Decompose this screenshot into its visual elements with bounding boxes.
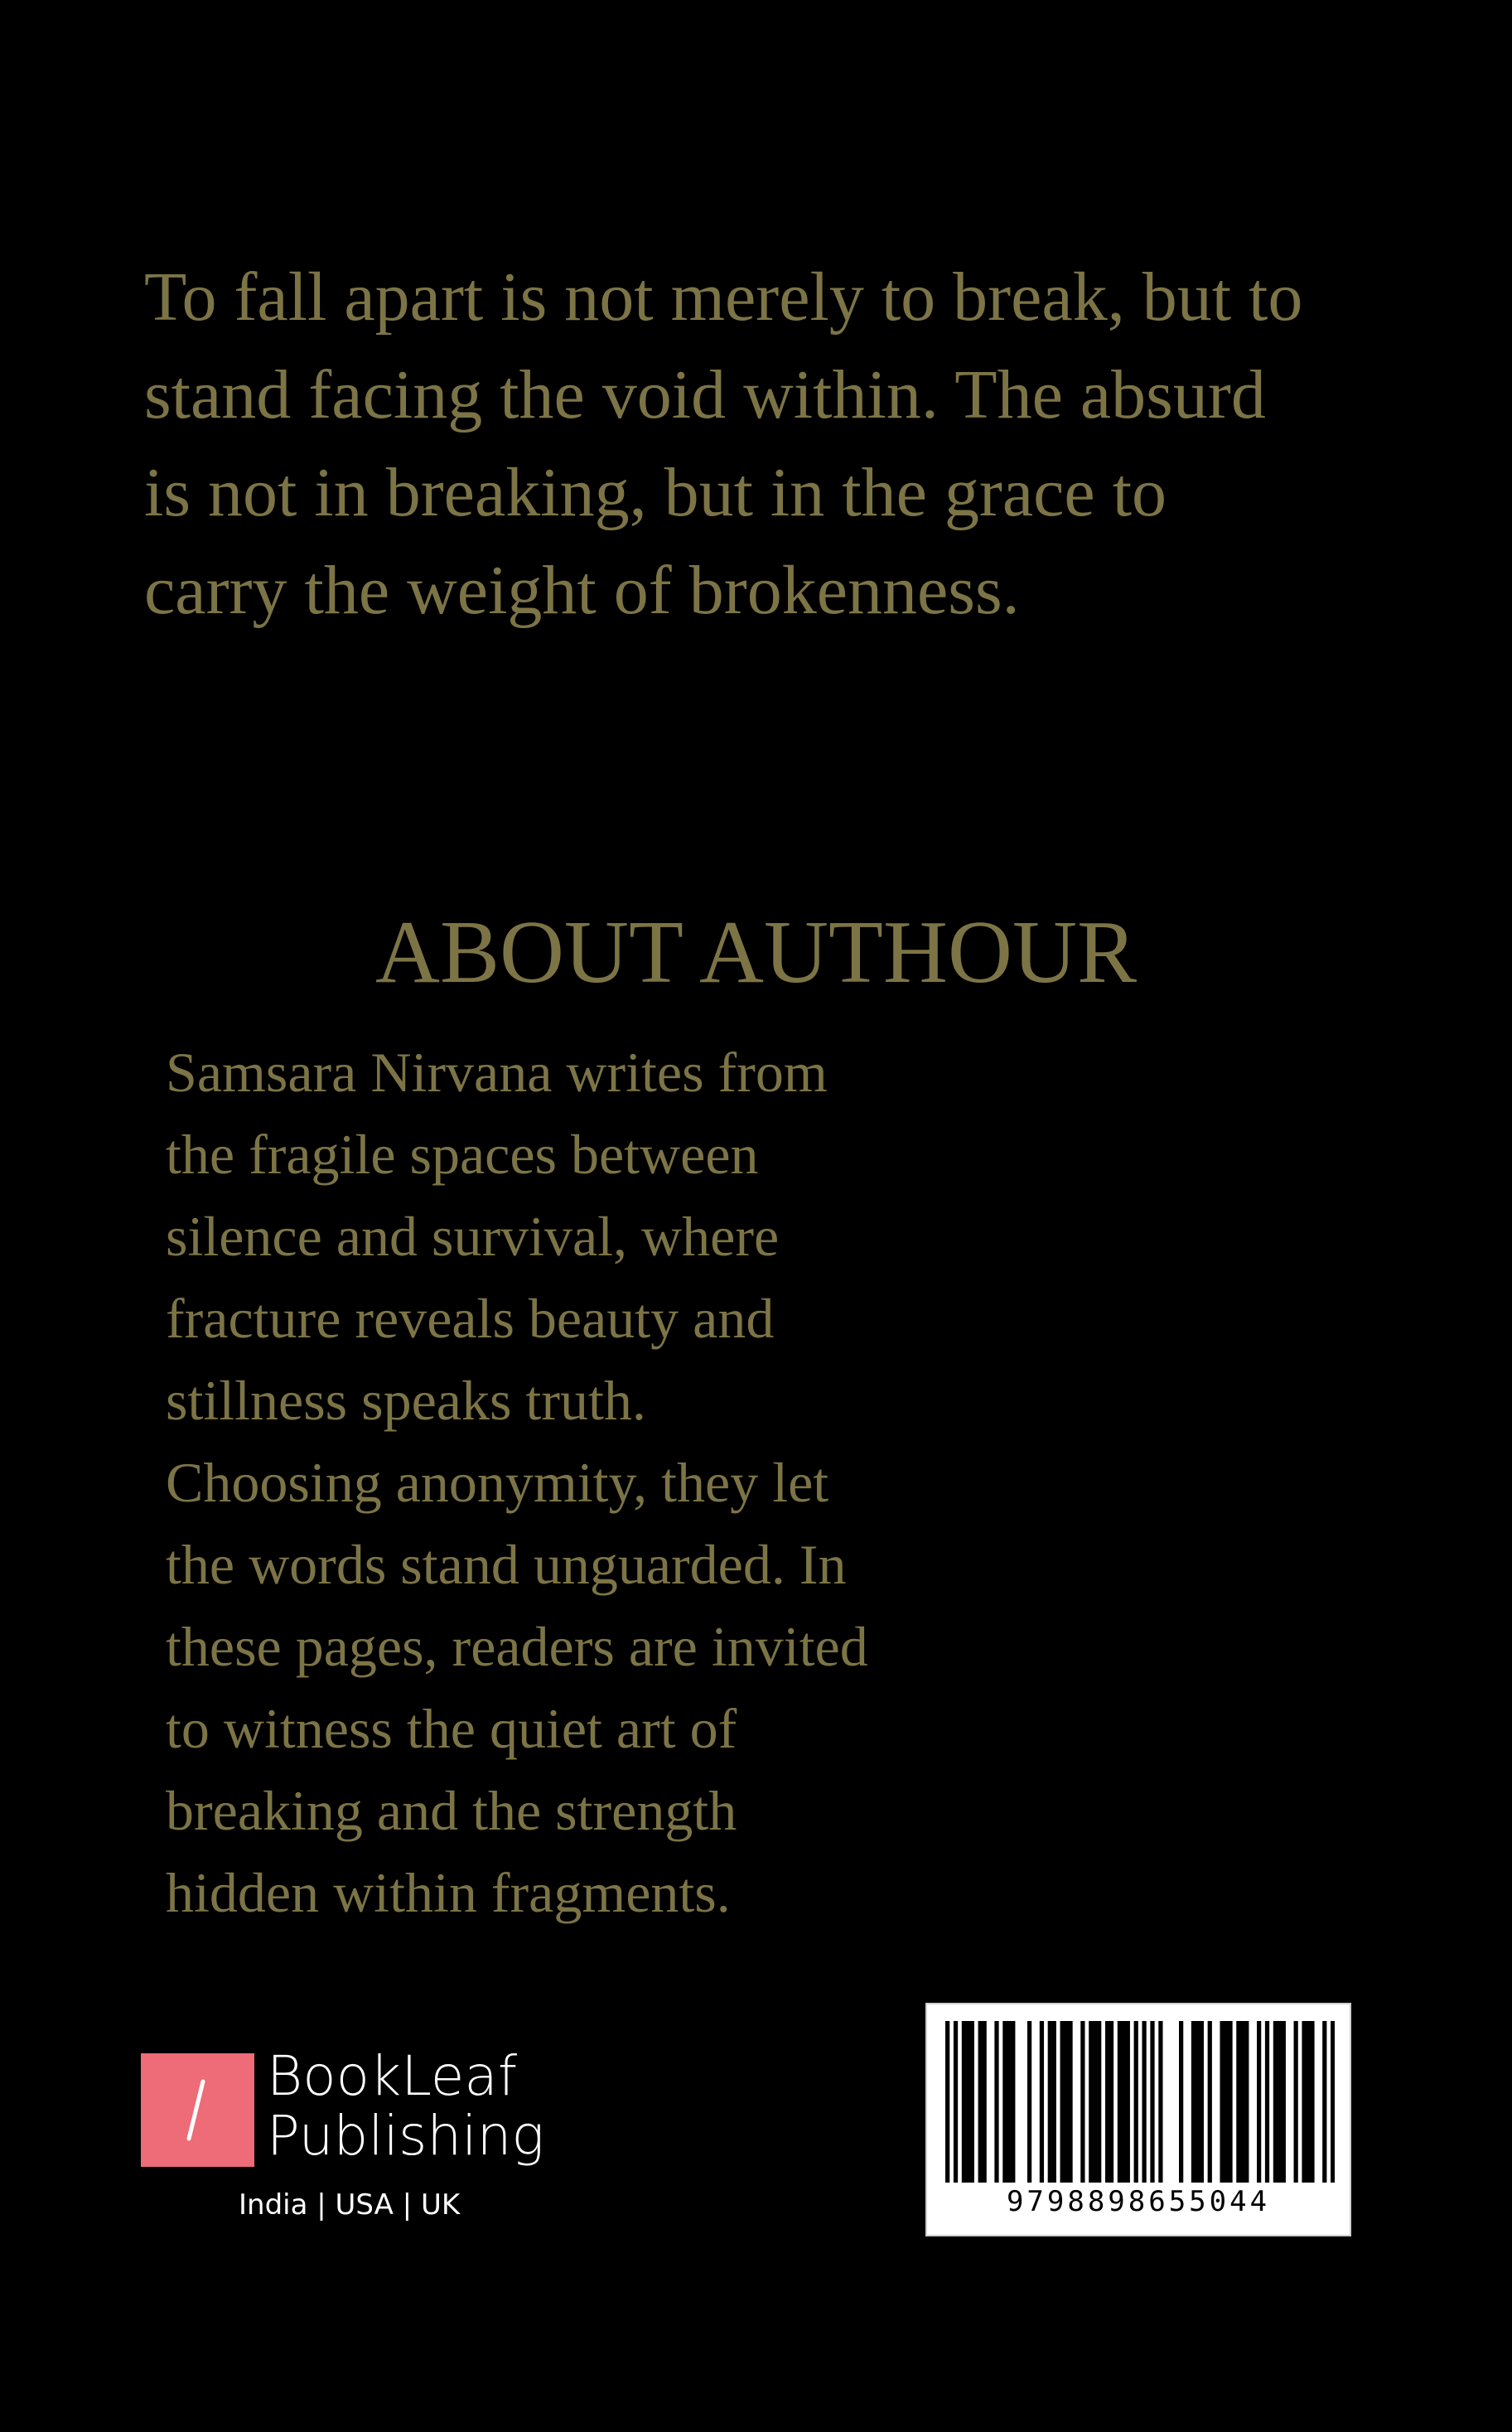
barcode-bar — [1122, 2021, 1126, 2183]
barcode-bar — [1236, 2021, 1240, 2183]
bio-line: Choosing anonymity, they let — [166, 1451, 829, 1514]
barcode-bar — [1060, 2021, 1065, 2183]
publisher-name — [267, 2044, 545, 2168]
barcode-bar — [1027, 2021, 1031, 2183]
barcode-bar — [1265, 2021, 1269, 2183]
about-author-heading: ABOUT AUTHOUR — [374, 903, 1138, 1002]
isbn-barcode — [925, 2003, 1351, 2236]
barcode-bar — [1142, 2021, 1146, 2183]
slash-icon — [141, 2053, 254, 2167]
barcode-bar — [1294, 2021, 1298, 2183]
bio-line: the words stand unguarded. In — [166, 1533, 847, 1596]
barcode-bar — [1002, 2021, 1007, 2183]
barcode-bar — [1105, 2021, 1109, 2183]
barcode-bar — [945, 2021, 949, 2183]
quote-line: To fall apart is not merely to break, but to — [144, 259, 1303, 336]
author-bio — [166, 1032, 994, 1934]
barcode-bar — [1196, 2021, 1200, 2183]
publisher-name-line2: Publishing — [267, 2104, 545, 2168]
bio-line: hidden within fragments. — [166, 1861, 731, 1924]
barcode-bar — [1126, 2021, 1130, 2183]
barcode-bar — [1228, 2021, 1232, 2183]
bio-line: stillness speaks truth. — [166, 1369, 646, 1432]
publisher-regions: India | USA | UK — [239, 2188, 461, 2222]
cover-quote — [144, 249, 1403, 640]
barcode-bar — [954, 2021, 958, 2183]
barcode-bar — [1093, 2021, 1097, 2183]
barcode-bar — [1331, 2021, 1335, 2183]
bio-line: Samsara Nirvana writes from — [166, 1041, 828, 1104]
barcode-bar — [962, 2021, 966, 2183]
barcode-bar — [1179, 2021, 1183, 2183]
barcode-bar — [1007, 2021, 1011, 2183]
barcode-bar — [1068, 2021, 1072, 2183]
bio-line: to witness the quiet art of — [166, 1697, 737, 1760]
barcode-bar — [1208, 2021, 1212, 2183]
isbn-number: 9798898655044 — [1006, 2185, 1271, 2218]
barcode-bar — [1150, 2021, 1154, 2183]
barcode-bar — [1080, 2021, 1084, 2183]
barcode-bar — [1064, 2021, 1068, 2183]
barcode-bar — [978, 2021, 983, 2183]
barcode-bar — [1240, 2021, 1244, 2183]
barcode-bar — [1224, 2021, 1228, 2183]
barcode-bar — [1322, 2021, 1326, 2183]
bio-line: breaking and the strength — [166, 1779, 737, 1842]
publisher-name-line1: BookLeaf — [267, 2044, 518, 2108]
barcode-bar — [1040, 2021, 1044, 2183]
barcode-bar — [1220, 2021, 1224, 2183]
barcode-bar — [1011, 2021, 1015, 2183]
bio-line: these pages, readers are invited — [166, 1615, 868, 1678]
barcode-bar — [1273, 2021, 1278, 2183]
barcode-bar — [1191, 2021, 1196, 2183]
quote-line: stand facing the void within. The absurd — [144, 356, 1266, 433]
bio-line: the fragile spaces between — [166, 1123, 759, 1186]
barcode-bar — [966, 2021, 970, 2183]
barcode-bar — [1257, 2021, 1261, 2183]
quote-line: is not in breaking, but in the grace to — [144, 454, 1167, 531]
barcode-bar — [1310, 2021, 1314, 2183]
barcode-bar — [970, 2021, 974, 2183]
barcode-bar — [1097, 2021, 1101, 2183]
barcode-bar — [1282, 2021, 1286, 2183]
barcode-bar — [1278, 2021, 1282, 2183]
barcode-bar — [1052, 2021, 1056, 2183]
barcode-bar — [1118, 2021, 1122, 2183]
barcode-bar — [1244, 2021, 1249, 2183]
barcode-bar — [994, 2021, 998, 2183]
bio-line: fracture reveals beauty and — [166, 1287, 775, 1350]
barcode-bar — [1109, 2021, 1113, 2183]
barcode-bar — [1089, 2021, 1093, 2183]
barcode-bar — [1134, 2021, 1138, 2183]
barcode-bar — [1200, 2021, 1204, 2183]
barcode-bar — [983, 2021, 987, 2183]
barcode-bar — [1302, 2021, 1306, 2183]
quote-line: carry the weight of brokenness. — [144, 552, 1020, 629]
barcode-bar — [1306, 2021, 1310, 2183]
publisher-logo — [141, 2044, 572, 2236]
barcode-bar — [1158, 2021, 1162, 2183]
barcode-bars — [945, 2021, 1335, 2183]
barcode-bar — [1048, 2021, 1052, 2183]
bio-line: silence and survival, where — [166, 1205, 780, 1268]
